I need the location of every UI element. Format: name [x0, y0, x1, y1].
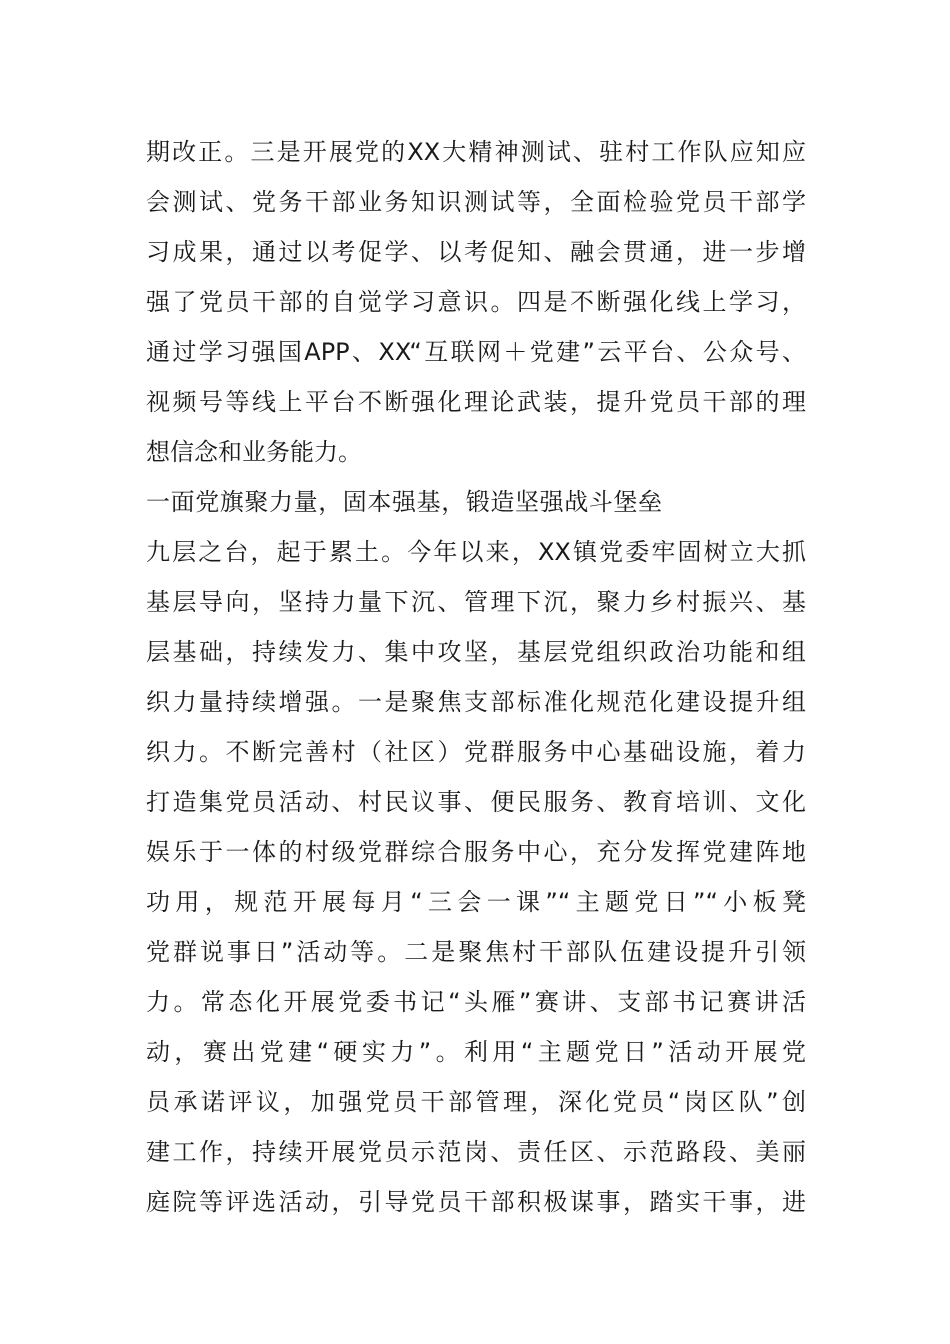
text-line: 习成果，通过以考促学、以考促知、融会贯通，进一步增 [146, 238, 806, 266]
text-line: 动，赛出党建“硬实力”。利用“主题党日”活动开展党 [146, 1038, 806, 1066]
text-line: 强了党员干部的自觉学习意识。四是不断强化线上学习， [146, 288, 806, 316]
document-body [146, 127, 806, 1227]
text-line: 织力量持续增强。一是聚焦支部标准化规范化建设提升组 [146, 688, 806, 716]
text-line: 织力。不断完善村（社区）党群服务中心基础设施，着力 [146, 738, 806, 766]
text-line: 功用，规范开展每月“三会一课”“主题党日”“小板凳 [146, 888, 806, 916]
text-line: 基层导向，坚持力量下沉、管理下沉，聚力乡村振兴、基 [146, 588, 806, 616]
section-heading: 一面党旗聚力量，固本强基，锻造坚强战斗堡垒 [146, 488, 663, 516]
text-line: 力。常态化开展党委书记“头雁”赛讲、支部书记赛讲活 [146, 988, 806, 1016]
text-line: 会测试、党务干部业务知识测试等，全面检验党员干部学 [146, 188, 806, 216]
text-line: 建工作，持续开展党员示范岗、责任区、示范路段、美丽 [146, 1138, 806, 1166]
text-line: 层基础，持续发力、集中攻坚，基层党组织政治功能和组 [146, 638, 806, 666]
text-line: 想信念和业务能力。 [146, 438, 362, 466]
text-line: 通过学习强国APP、XX“互联网＋党建”云平台、公众号、 [146, 338, 806, 366]
text-line: 娱乐于一体的村级党群综合服务中心，充分发挥党建阵地 [146, 838, 806, 866]
text-line: 期改正。三是开展党的XX大精神测试、驻村工作队应知应 [146, 138, 806, 166]
text-line: 庭院等评选活动，引导党员干部积极谋事，踏实干事，进 [146, 1188, 806, 1216]
text-line: 视频号等线上平台不断强化理论武装，提升党员干部的理 [146, 388, 806, 416]
text-line: 党群说事日”活动等。二是聚焦村干部队伍建设提升引领 [146, 938, 806, 966]
text-line: 打造集党员活动、村民议事、便民服务、教育培训、文化 [146, 788, 806, 816]
text-line: 九层之台，起于累土。今年以来，XX镇党委牢固树立大抓 [146, 538, 806, 566]
text-line: 员承诺评议，加强党员干部管理，深化党员“岗区队”创 [146, 1088, 806, 1116]
